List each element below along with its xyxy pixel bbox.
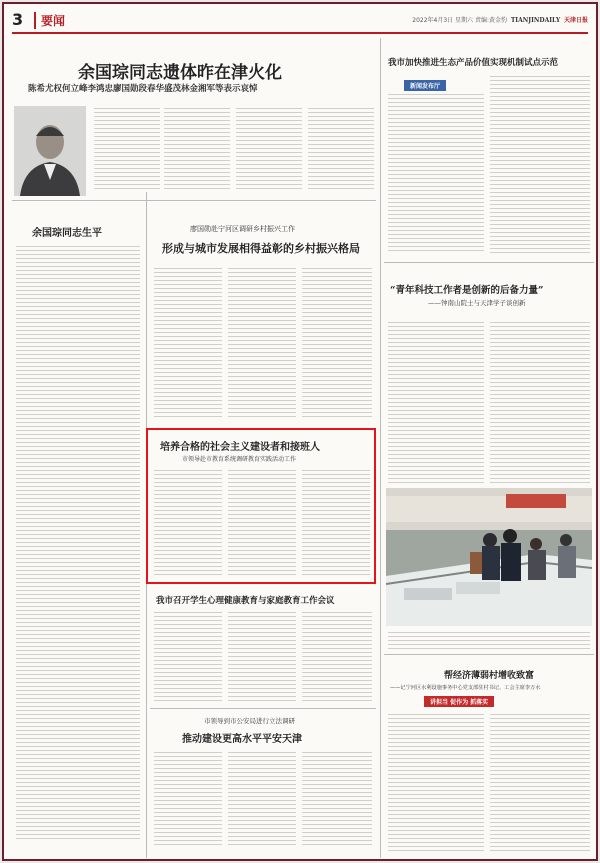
lead-headline: 余国琮同志遗体昨在津火化 <box>78 63 282 83</box>
bio-body-text <box>16 246 140 842</box>
portrait-photo <box>14 106 86 196</box>
pricing-body-text <box>490 76 590 254</box>
campaign-badge: 讲担当 促作为 抓落实 <box>424 696 494 707</box>
education-headline: 培养合格的社会主义建设者和接班人 <box>160 442 320 453</box>
psych-body-text <box>302 612 372 704</box>
news-release-badge: 新闻发布厅 <box>404 80 446 91</box>
security-headline: 推动建设更高水平平安天津 <box>182 734 302 745</box>
portrait-figure <box>14 106 86 196</box>
market-photo <box>386 488 592 626</box>
section-divider <box>12 200 376 201</box>
security-body-text <box>154 752 222 848</box>
education-body-text <box>302 470 370 578</box>
section-divider <box>384 654 594 655</box>
rural-body-text <box>302 268 372 418</box>
science-body-text <box>388 322 484 484</box>
page-number: 3 <box>12 10 24 29</box>
security-body-text <box>228 752 296 848</box>
lead-body-text <box>164 108 230 192</box>
photo-caption <box>388 632 590 650</box>
psych-body-text <box>154 612 222 704</box>
section-divider <box>384 262 594 263</box>
psych-body-text <box>228 612 296 704</box>
aid-headline: 帮经济薄弱村增收致富 <box>444 671 535 681</box>
paper-pinyin: TIANJINDAILY <box>510 17 561 24</box>
section-label: 要闻 <box>34 12 65 29</box>
rural-kicker: 廖国勋赴宁河区调研乡村振兴工作 <box>190 225 295 233</box>
masthead-meta <box>412 15 588 24</box>
lead-body-text <box>94 108 160 192</box>
security-kicker: 市领导到市公安局进行立法调研 <box>204 717 295 725</box>
issue-date: 2022年4月3日 星期六 责编:黄金豹 <box>412 17 507 24</box>
newspaper-page <box>2 2 598 861</box>
science-body-text <box>490 322 590 484</box>
bio-headline: 余国琮同志生平 <box>32 228 102 239</box>
page-header <box>12 10 588 34</box>
aid-body-text <box>388 714 484 854</box>
education-subheadline: 市领导赴市教育系统调研教育实践活动工作 <box>182 456 297 463</box>
science-subheadline: ——钟南山院士与天津学子谈创新 <box>428 299 526 307</box>
psych-headline: 我市召开学生心理健康教育与家庭教育工作会议 <box>156 596 335 606</box>
aid-subheadline: ——记宁河区水利设施事务中心党支部驻村书记、工会主席李万水 <box>390 685 541 691</box>
aid-body-text <box>490 714 590 854</box>
science-headline: “青年科技工作者是创新的后备力量” <box>390 285 544 296</box>
education-body-text <box>228 470 296 578</box>
rural-body-text <box>228 268 296 418</box>
pricing-headline: 我市加快推进生态产品价值实现机制试点示范 <box>388 58 559 68</box>
rural-body-text <box>154 268 222 418</box>
lead-subheadline: 陈希尤权何立峰李鸿忠廖国勋段春华盛茂林金湘军等表示哀悼 <box>28 84 258 94</box>
section-divider <box>150 708 376 709</box>
pricing-body-text <box>388 94 484 254</box>
rural-headline: 形成与城市发展相得益彰的乡村振兴格局 <box>162 242 360 255</box>
security-body-text <box>302 752 372 848</box>
market-scene <box>386 488 592 626</box>
paper-name: 天津日报 <box>563 17 588 24</box>
column-divider <box>380 38 381 858</box>
lead-body-text <box>308 108 374 192</box>
lead-body-text <box>236 108 302 192</box>
education-body-text <box>154 470 222 578</box>
